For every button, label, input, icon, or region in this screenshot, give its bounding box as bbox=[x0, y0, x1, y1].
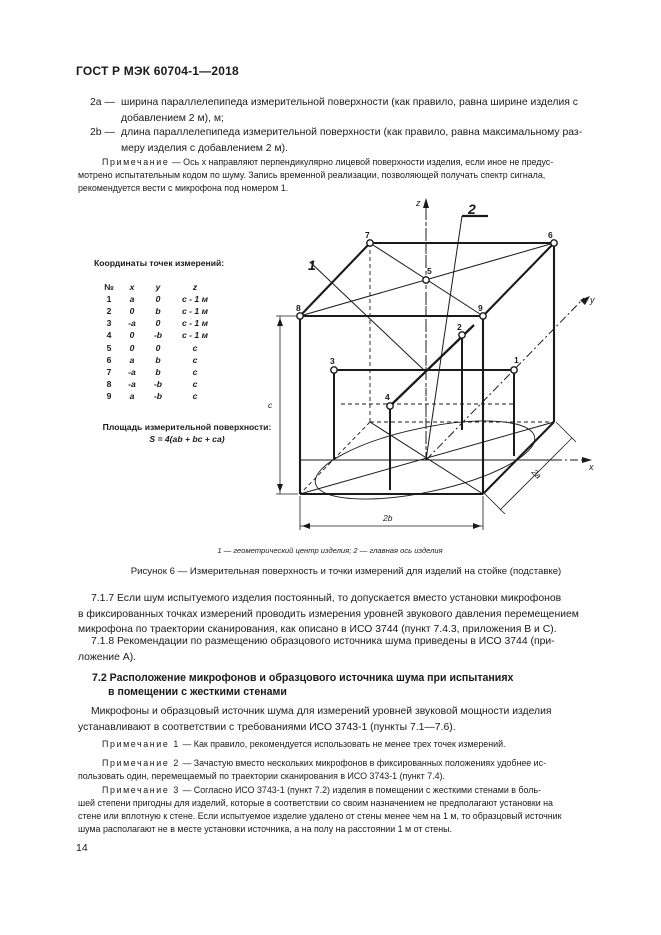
note-axis bbox=[78, 156, 615, 195]
floor-diagonals bbox=[300, 422, 554, 494]
table-cell: 3 bbox=[106, 318, 112, 329]
table-header-row bbox=[98, 281, 218, 293]
table-cell: c bbox=[192, 366, 198, 377]
mic-stands bbox=[334, 335, 514, 490]
mic-point-5 bbox=[423, 277, 429, 283]
table-row bbox=[98, 378, 218, 390]
note-line: мотрено испытательным кодом по шуму. Запись временной реализации, позволяющей получать спектр сигнала, bbox=[78, 170, 546, 180]
point-label: 5 bbox=[427, 266, 432, 276]
axis-label: x bbox=[589, 462, 594, 472]
section-heading-7-2 bbox=[92, 671, 513, 699]
dimension-label: 2b bbox=[383, 513, 393, 523]
point-label: 4 bbox=[385, 392, 390, 402]
callout-label: 1 bbox=[308, 257, 316, 273]
table-cell: 0 bbox=[155, 294, 161, 305]
table-cell: 2 bbox=[106, 306, 112, 317]
paragraph-line: 7.1.8 Рекомендации по размещению образцового источника шума приведены в ИСО 3744 (при- bbox=[91, 636, 555, 647]
table-header: x bbox=[129, 282, 135, 293]
measurement-surface-diagram bbox=[250, 195, 600, 535]
table-row bbox=[98, 366, 218, 378]
definition-line: длина параллелепипеда измерительной поверхности (как правило, равна максимальному раз- bbox=[121, 127, 583, 138]
dimension-label: 2a bbox=[529, 466, 544, 481]
paragraph-line: Микрофоны и образцовый источник шума для измерений уровней звуковой мощности изделия bbox=[91, 706, 552, 717]
table-cell: c - 1 м bbox=[182, 318, 208, 329]
note-label: Примечание 2 bbox=[102, 758, 180, 768]
table-cell: c bbox=[192, 390, 198, 401]
table-cell: 9 bbox=[106, 390, 112, 401]
coords-title: Координаты точек измерений: bbox=[94, 258, 225, 268]
paragraph-line: микрофона по траектории сканирования, как описано в ИСО 3744 (пункт 7.4.3, приложения В и С). bbox=[78, 624, 557, 635]
axis-labels bbox=[415, 198, 595, 472]
note-line: — Согласно ИСО 3743-1 (пункт 7.2) изделия в помещении с жесткими стенами в боль- bbox=[179, 785, 542, 795]
paragraph-line: устанавливают в соответствии с требованиями ИСО 3743-1 (пункты 7.1—7.6). bbox=[78, 721, 456, 733]
main-axis-2 bbox=[390, 216, 488, 406]
note-3 bbox=[78, 784, 615, 836]
point-label: 9 bbox=[478, 303, 483, 313]
table-cell: b bbox=[155, 306, 161, 317]
definition-line: добавлением 2 м), м; bbox=[121, 112, 224, 124]
note-line: — Ось x направляют перпендикулярно лицевой поверхности изделия, если иное не предус- bbox=[169, 157, 554, 167]
callout-labels bbox=[308, 201, 476, 273]
callout-label: 2 bbox=[468, 201, 476, 217]
area-title: Площадь измерительной поверхности: bbox=[102, 422, 272, 432]
table-cell: -b bbox=[153, 330, 163, 341]
mic-point-9 bbox=[480, 313, 486, 319]
point-label: 8 bbox=[296, 303, 301, 313]
table-cell: 0 bbox=[129, 306, 135, 317]
mic-point-6 bbox=[551, 240, 557, 246]
table-cell: a bbox=[129, 294, 135, 305]
table-row bbox=[98, 341, 218, 353]
table-row bbox=[98, 354, 218, 366]
note-label: Примечание 1 bbox=[102, 739, 180, 749]
table-cell: 1 bbox=[106, 294, 112, 305]
page-number: 14 bbox=[76, 842, 88, 854]
table-cell: 8 bbox=[106, 378, 112, 389]
table-cell: b bbox=[155, 354, 161, 365]
dimension-labels bbox=[268, 400, 544, 523]
paragraph-7-1-8 bbox=[78, 634, 615, 665]
definition-2b bbox=[78, 125, 615, 156]
mic-point-2 bbox=[459, 332, 465, 338]
table-cell: c - 1 м bbox=[182, 294, 208, 305]
definition-term: 2b — bbox=[90, 127, 115, 138]
figure-legend: 1 — геометрический центр изделия; 2 — главная ось изделия bbox=[217, 546, 443, 555]
note-line: — Как правило, рекомендуется использовать не менее трех точек измерений. bbox=[179, 739, 506, 749]
table-cell: 0 bbox=[155, 342, 161, 353]
note-label: Примечание bbox=[102, 157, 170, 167]
point-label: 6 bbox=[548, 230, 553, 240]
figure-caption: Рисунок 6 — Измерительная поверхность и точки измерений для изделий на стойке (подставке) bbox=[130, 566, 562, 577]
note-line: пользовать один, перемещаемый по траектории сканирования в ИСО 3743-1 (пункт 7.4). bbox=[78, 771, 445, 781]
table-row bbox=[98, 305, 218, 317]
paragraph-line: в фиксированных точках измерений проводить измерения уровней звукового давления перемещением bbox=[78, 608, 579, 620]
table-row bbox=[98, 329, 218, 341]
section-heading-line: 7.2 Расположение микрофонов и образцового источника шума при испытаниях bbox=[92, 672, 514, 684]
table-cell: 0 bbox=[129, 330, 135, 341]
table-header: № bbox=[104, 282, 114, 293]
table-cell: -b bbox=[153, 390, 163, 401]
table-cell: c - 1 м bbox=[182, 330, 208, 341]
table-row bbox=[98, 293, 218, 305]
dimension-label: c bbox=[268, 400, 273, 410]
section-heading-line: в помещении с жесткими стенами bbox=[108, 686, 287, 698]
table-cell: c bbox=[192, 342, 198, 353]
table-row bbox=[98, 317, 218, 329]
note-label: Примечание 3 bbox=[102, 785, 180, 795]
definition-2a bbox=[78, 95, 615, 126]
point-label: 1 bbox=[514, 355, 519, 365]
table-cell: 0 bbox=[129, 342, 135, 353]
note-line: рекомендуется вести с микрофона под номером 1. bbox=[78, 183, 289, 193]
note-line: — Зачастую вместо нескольких микрофонов в фиксированных положениях удобнее ис- bbox=[179, 758, 547, 768]
paragraph-line: ложение А). bbox=[78, 651, 137, 663]
table-cell: -a bbox=[128, 366, 136, 377]
table-cell: -a bbox=[128, 318, 136, 329]
point-label: 2 bbox=[457, 322, 462, 332]
table-cell: a bbox=[129, 354, 135, 365]
axis-label: z bbox=[416, 198, 421, 208]
definition-term: 2a — bbox=[90, 97, 115, 108]
note-2 bbox=[78, 757, 615, 783]
table-cell: c bbox=[192, 378, 198, 389]
table-row bbox=[98, 390, 218, 402]
axis-label: y bbox=[590, 295, 595, 305]
mic-point-4 bbox=[387, 403, 393, 409]
note-line: шума располагают не в месте установки источника, а на полу на расстоянии 1 м от стены. bbox=[78, 824, 452, 834]
document-header: ГОСТ Р МЭК 60704-1—2018 bbox=[76, 64, 239, 78]
note-line: шей степени пригодны для изделий, которые в соответствии со своим назначением не предполагают установки на bbox=[78, 798, 553, 808]
table-header: y bbox=[155, 282, 161, 293]
table-cell: c - 1 м bbox=[182, 306, 208, 317]
table-cell: -b bbox=[153, 378, 163, 389]
table-cell: 7 bbox=[106, 366, 112, 377]
table-cell: -a bbox=[128, 378, 136, 389]
table-cell: 0 bbox=[155, 318, 161, 329]
coords-table bbox=[98, 281, 218, 402]
note-1 bbox=[78, 738, 615, 751]
area-formula: S = 4(ab + bc + ca) bbox=[149, 434, 225, 444]
table-cell: 4 bbox=[106, 330, 112, 341]
axis-lines bbox=[426, 200, 588, 460]
table-header: z bbox=[192, 282, 198, 293]
table-cell: 6 bbox=[106, 354, 112, 365]
definition-line: меру изделия с добавлением 2 м). bbox=[121, 142, 288, 154]
callout-leaders bbox=[310, 216, 462, 460]
mic-point-3 bbox=[331, 367, 337, 373]
table-cell: c bbox=[192, 354, 198, 365]
table-cell: a bbox=[129, 390, 135, 401]
point-label: 3 bbox=[330, 356, 335, 366]
paragraph-7-2 bbox=[78, 704, 615, 735]
paragraph-line: 7.1.7 Если шум испытуемого изделия постоянный, то допускается вместо установки микрофонов bbox=[91, 593, 562, 604]
mic-point-7 bbox=[367, 240, 373, 246]
mic-point-8 bbox=[297, 313, 303, 319]
mic-point-1 bbox=[511, 367, 517, 373]
paragraph-7-1-7 bbox=[78, 591, 615, 638]
note-line: стене или вплотную к стене. Если испытуемое изделие удалено от стены менее чем на 1 м, то образцовый источник bbox=[78, 811, 562, 821]
table-cell: 5 bbox=[106, 342, 112, 353]
definition-line: ширина параллелепипеда измерительной поверхности (как правило, равна ширине изделия с bbox=[121, 97, 578, 108]
table-cell: b bbox=[155, 366, 161, 377]
point-label: 7 bbox=[365, 230, 370, 240]
